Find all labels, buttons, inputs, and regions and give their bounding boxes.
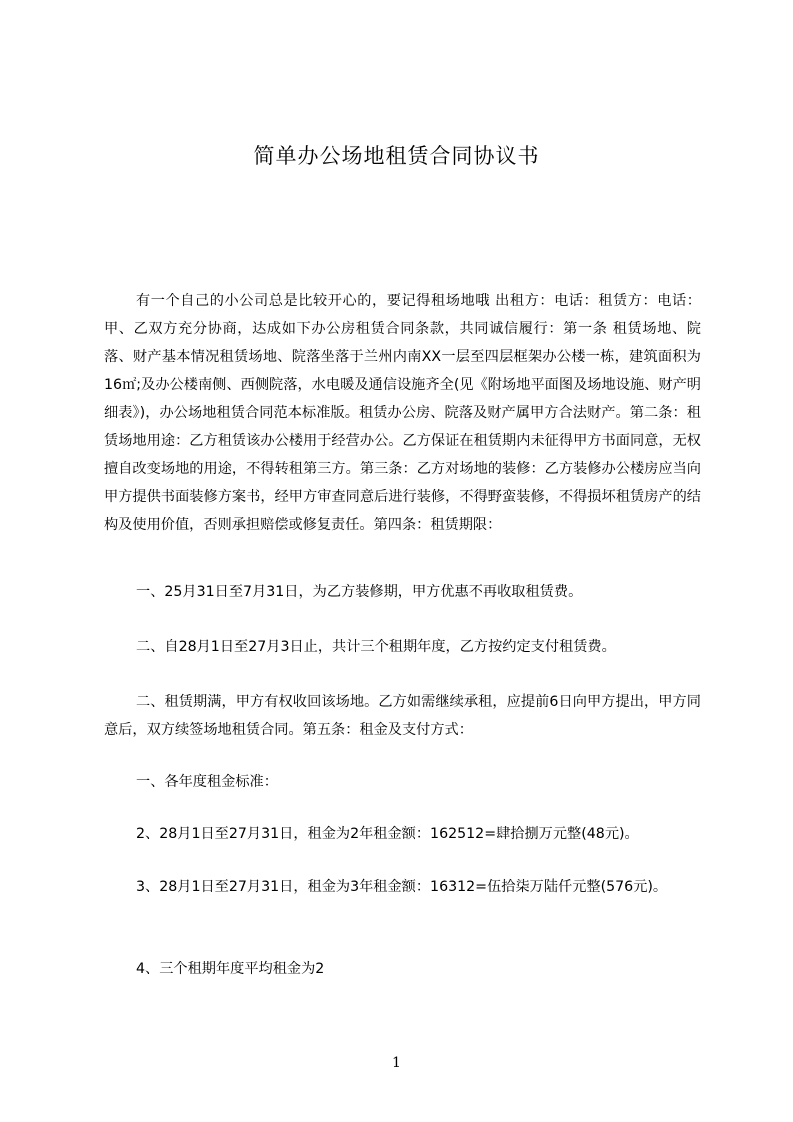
paragraph-rent-year-3: 3、28月1日至27月31日，租金为3年租金额：16312=伍拾柒万陆仟元整(576元)。 (136, 879, 668, 895)
paragraph-lease-term-2: 二、自28月1日至27月3日止，共计三个租期年度，乙方按约定支付租赁费。 (136, 639, 616, 655)
paragraph-lease-expiry: 二、租赁期满，甲方有权收回该场地。乙方如需继续承租，应提前6日向甲方提出，甲方同意后，双方续签场地租赁合同。第五条：租金及支付方式： (104, 694, 701, 738)
paragraph-rent-year-2: 2、28月1日至27月31日，租金为2年租金额：162512=肆拾捌万元整(48元)。 (136, 826, 639, 842)
paragraph-lease-term-1: 一、25月31日至7月31日，为乙方装修期，甲方优惠不再收取租赁费。 (136, 584, 583, 600)
page-number: 1 (392, 1055, 401, 1071)
paragraph-main: 有一个自己的小公司总是比较开心的，要记得租场地哦 出租方：电话：租赁方：电话：甲、乙双方充分协商，达成如下办公房租赁合同条款，共同诚信履行：第一条 租赁场地、院落、财产基本情况租赁场地、院落坐落于兰州内南XX一层至四层框架办公楼一栋，建筑面积为16㎡;及办公楼南侧、西侧院落，水电暖及通信设施齐全(见《附场地平面图及场地设施、财产明细表》)，办公场地租赁合同范本标准版。租赁办公房、院落及财产属甲方合法财产。第二条：租赁场地用途：乙方租赁该办公楼用于经营办公。乙方保证在租赁期内未征得甲方书面同意，无权擅自改变场地的用途，不得转租第三方。第三条：乙方对场地的装修：乙方装修办公楼房应当向甲方提供书面装修方案书，经甲方审查同意后进行装修，不得野蛮装修，不得损坏租赁房产的结构及使用价值，否则承担赔偿或修复责任。第四条：租赁期限： (104, 293, 701, 533)
paragraph-average-rent: 4、三个租期年度平均租金为2 (136, 961, 325, 977)
paragraph-rent-standard: 一、各年度租金标准： (136, 774, 278, 790)
document-title: 简单办公场地租赁合同协议书 (253, 144, 540, 168)
